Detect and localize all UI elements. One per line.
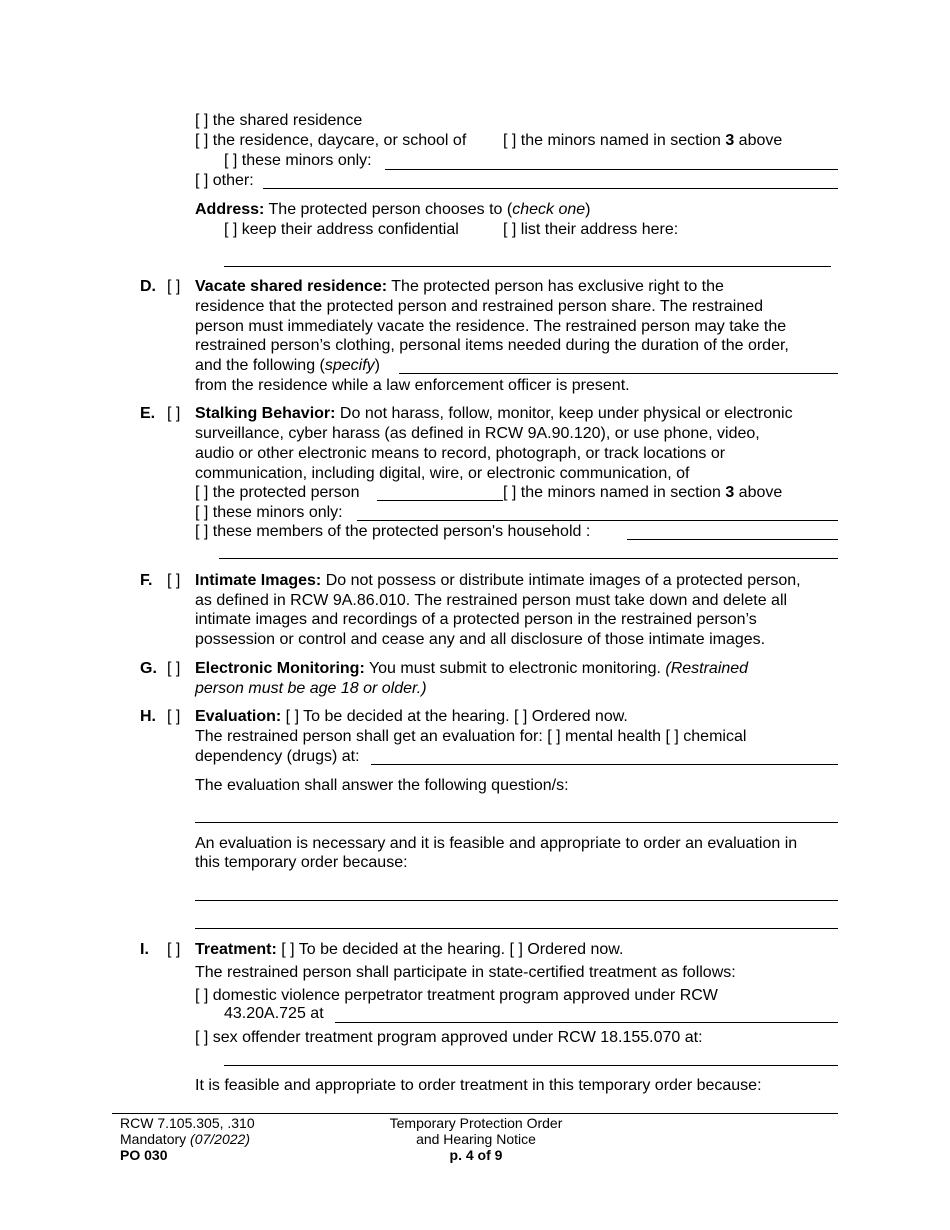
address-italic: check one xyxy=(512,201,586,218)
section-d-close: ) xyxy=(374,357,380,374)
option-dv-treatment[interactable]: [ ] domestic violence perpetrator treatment program approved under RCW xyxy=(195,987,718,1004)
section-d-letter: D. xyxy=(140,278,156,295)
option-minors-section-3-e[interactable] xyxy=(503,483,782,503)
section-d-following: and the following ( xyxy=(195,357,325,374)
footer-page-number: p. 4 of 9 xyxy=(449,1147,503,1163)
address-text: The protected person chooses to ( xyxy=(264,201,513,218)
evaluation-reason-fill-line[interactable] xyxy=(195,900,838,901)
section-i-options[interactable]: [ ] To be decided at the hearing. [ ] Ordered now. xyxy=(276,941,624,958)
section-i-line4: 43.20A.725 at xyxy=(224,1005,324,1022)
section-f-text: Do not possess or distribute intimate images of a protected person, xyxy=(321,572,801,589)
minors-fill-line[interactable] xyxy=(385,169,838,170)
other-fill-line[interactable] xyxy=(263,188,838,189)
section-h-checkbox[interactable]: [ ] xyxy=(167,708,181,725)
option-shared-residence[interactable]: [ ] the shared residence xyxy=(195,112,363,129)
section-i-letter: I. xyxy=(140,941,149,958)
section-i-line1 xyxy=(195,940,623,960)
section-g-letter: G. xyxy=(140,660,157,677)
section-h-line6: this temporary order because: xyxy=(195,854,408,871)
footer-form-id: PO 030 xyxy=(120,1147,168,1163)
option-residence-daycare-school[interactable]: [ ] the residence, daycare, or school of xyxy=(195,132,467,149)
option-protected-person[interactable]: [ ] the protected person xyxy=(195,484,360,501)
address-close: ) xyxy=(585,201,591,218)
option-other[interactable]: [ ] other: xyxy=(195,172,254,189)
section-i-line6: It is feasible and appropriate to order treatment in this temporary order because: xyxy=(195,1077,762,1094)
section-f-title: Intimate Images: xyxy=(195,572,322,589)
section-e-line3: audio or other electronic means to record, photograph, or track locations or xyxy=(195,445,726,462)
section-h-line5: An evaluation is necessary and it is feasible and appropriate to order an evaluation in xyxy=(195,835,798,852)
section-g-line2: person must be age 18 or older.) xyxy=(195,680,427,697)
section-e-line4: communication, including digital, wire, or electronic communication, of xyxy=(195,465,690,482)
household-fill-line[interactable] xyxy=(627,539,838,540)
protected-person-fill-line[interactable] xyxy=(377,500,503,501)
household-fill-line-2[interactable] xyxy=(219,558,838,559)
option-keep-confidential[interactable]: [ ] keep their address confidential xyxy=(224,221,459,238)
section-f-line2: as defined in RCW 9A.86.010. The restrained person must take down and delete all xyxy=(195,592,788,609)
section-h-options[interactable]: [ ] To be decided at the hearing. [ ] Ordered now. xyxy=(281,708,628,725)
section-f-line1 xyxy=(195,571,801,591)
option-label-tail: above xyxy=(734,132,783,149)
option-these-minors-e[interactable]: [ ] these minors only: xyxy=(195,504,343,521)
option-sex-offender-treatment[interactable]: [ ] sex offender treatment program approved under RCW 18.155.070 at: xyxy=(195,1029,703,1046)
option-label-tail: above xyxy=(734,484,783,501)
evaluation-reason-fill-line-2[interactable] xyxy=(195,928,838,929)
section-d-line1 xyxy=(195,277,724,297)
section-h-line2[interactable]: The restrained person shall get an evaluation for: [ ] mental health [ ] chemical xyxy=(195,728,747,745)
questions-fill-line[interactable] xyxy=(195,822,838,823)
minors-e-fill-line[interactable] xyxy=(357,520,838,521)
section-i-checkbox[interactable]: [ ] xyxy=(167,941,181,958)
address-instruction xyxy=(195,200,590,220)
section-e-line2: surveillance, cyber harass (as defined in RCW 9A.90.120), or use phone, video, xyxy=(195,425,760,442)
footer-title-line2: and Hearing Notice xyxy=(416,1131,536,1147)
section-e-checkbox[interactable]: [ ] xyxy=(167,405,181,422)
section-e-text: Do not harass, follow, monitor, keep under physical or electronic xyxy=(335,405,793,422)
footer-mandatory-label: Mandatory xyxy=(120,1131,191,1147)
section-d-text: The protected person has exclusive right to the xyxy=(387,278,724,295)
option-minors-section-3[interactable] xyxy=(503,131,782,151)
section-g-line1 xyxy=(195,659,748,679)
footer-rule xyxy=(112,1113,838,1114)
section-g-text: You must submit to electronic monitoring. xyxy=(364,660,666,677)
footer-rcw: RCW 7.105.305, .310 xyxy=(120,1115,255,1131)
option-label: [ ] the minors named in section xyxy=(503,132,726,149)
option-label: [ ] the minors named in section xyxy=(503,484,726,501)
section-h-title: Evaluation: xyxy=(195,708,282,725)
section-h-line1 xyxy=(195,707,628,727)
section-f-checkbox[interactable]: [ ] xyxy=(167,572,181,589)
dv-treatment-fill-line[interactable] xyxy=(335,1022,838,1023)
section-i-title: Treatment: xyxy=(195,941,277,958)
section-d-line4: restrained person’s clothing, personal items needed during the duration of the order, xyxy=(195,337,789,354)
section-i-line2: The restrained person shall participate in state-certified treatment as follows: xyxy=(195,964,736,981)
section-f-letter: F. xyxy=(140,572,153,589)
section-e-line1 xyxy=(195,404,793,424)
footer-mandatory xyxy=(120,1131,250,1147)
section-d-line2: residence that the protected person and restrained person share. The restrained xyxy=(195,298,764,315)
vacate-specify-fill-line[interactable] xyxy=(399,373,838,374)
section-d-specify: specify xyxy=(324,357,375,374)
section-g-italic: (Restrained xyxy=(665,660,749,677)
address-label: Address: xyxy=(195,201,265,218)
sex-offender-fill-line[interactable] xyxy=(224,1065,838,1066)
evaluation-at-fill-line[interactable] xyxy=(371,764,838,765)
footer-mandatory-date: (07/2022) xyxy=(190,1131,250,1147)
section-number: 3 xyxy=(725,484,735,501)
section-f-line3: intimate images and recordings of a protected person in the restrained person’s xyxy=(195,611,757,628)
section-d-title: Vacate shared residence: xyxy=(195,278,388,295)
footer-title-line1: Temporary Protection Order xyxy=(389,1115,563,1131)
option-these-minors[interactable]: [ ] these minors only: xyxy=(224,152,372,169)
section-h-letter: H. xyxy=(140,708,156,725)
section-e-title: Stalking Behavior: xyxy=(195,405,336,422)
section-d-checkbox[interactable]: [ ] xyxy=(167,278,181,295)
option-list-address[interactable]: [ ] list their address here: xyxy=(503,221,679,238)
section-h-line3: dependency (drugs) at: xyxy=(195,748,360,765)
section-f-line4: possession or control and cease any and all disclosure of those intimate images. xyxy=(195,631,766,648)
section-d-line5 xyxy=(195,356,380,376)
section-g-title: Electronic Monitoring: xyxy=(195,660,365,677)
section-g-checkbox[interactable]: [ ] xyxy=(167,660,181,677)
section-d-line6: from the residence while a law enforcement officer is present. xyxy=(195,377,630,394)
section-number: 3 xyxy=(725,132,735,149)
option-household-members[interactable]: [ ] these members of the protected person's household : xyxy=(195,523,591,540)
address-fill-line[interactable] xyxy=(224,266,831,267)
section-h-line4: The evaluation shall answer the following question/s: xyxy=(195,777,569,794)
section-e-letter: E. xyxy=(140,405,156,422)
section-d-line3: person must immediately vacate the residence. The restrained person may take the xyxy=(195,318,787,335)
